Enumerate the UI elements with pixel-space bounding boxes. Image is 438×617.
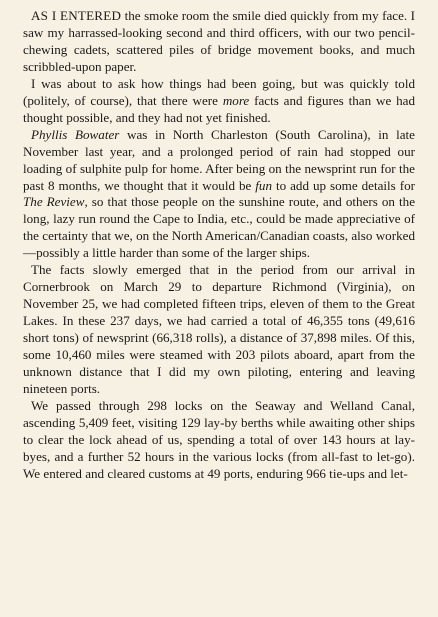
paragraph-3: [23, 127, 415, 263]
paragraph-text: to add up some details for: [272, 177, 415, 193]
paragraph-text: facts and figures than we had thought possible, and they had not yet finished.: [23, 92, 416, 125]
paragraph-text: I was about to ask how things had been going, but was quickly told (politely, of course), that there were: [23, 75, 415, 108]
paragraph-1: [23, 8, 415, 76]
paragraph-text: , so that those people on the sunshine route, and others on the long, lazy run round the Cape to India, etc., could be made appreciative of the certainty that we, on the North American/Canadian coasts, also worked—possibly a little harder than some of the larger ships.: [23, 194, 416, 261]
paragraph-5: [23, 398, 415, 483]
article-page: [23, 8, 415, 483]
paragraph-2: [23, 76, 415, 127]
lead-in-text: AS I ENTERED: [31, 8, 122, 23]
emphasis-text: fun: [255, 177, 273, 193]
publication-name: The Review: [23, 194, 85, 210]
paragraph-text: We passed through 298 locks on the Seaway and Welland Canal, ascending 5,409 feet, visiting 129 lay-by berths while awaiting other ships to clear the lock ahead of us, spending a total of over 143 hours at lay-byes, and a further 52 hours in the various locks (from all-fast to let-go). We entered and cleared customs at 49 ports, enduring 966 tie-ups and let-: [23, 397, 415, 481]
paragraph-text: the smoke room the smile died quickly from my face. I saw my harrassed-looking second and third officers, with our two pencil-chewing cadets, scattered piles of bridge movement books, and much scribbled-upon paper.: [23, 8, 416, 74]
emphasis-text: more: [222, 92, 250, 108]
ship-name: Phyllis Bowater: [31, 126, 120, 142]
paragraph-4: [23, 262, 415, 398]
paragraph-text: The facts slowly emerged that in the period from our arrival in Cornerbrook on March 29 to departure Richmond (Virginia), on November 25, we had completed fifteen trips, eleven of them to the Great Lakes. In these 237 days, we had carried a total of 46,355 tons (49,616 short tons) of newsprint (66,318 rolls), a distance of 37,898 miles. Of this, some 10,460 miles were steamed with 203 pilots aboard, apart from the unknown distance that I did my own piloting, entering and leaving nineteen ports.: [23, 262, 415, 396]
paragraph-text: was in North Charleston (South Carolina), in late November last year, and a prolonged period of rain had stopped our loading of sulphite pulp for home. After being on the newsprint run for the past 8 months, we thought that it would be: [23, 126, 415, 193]
